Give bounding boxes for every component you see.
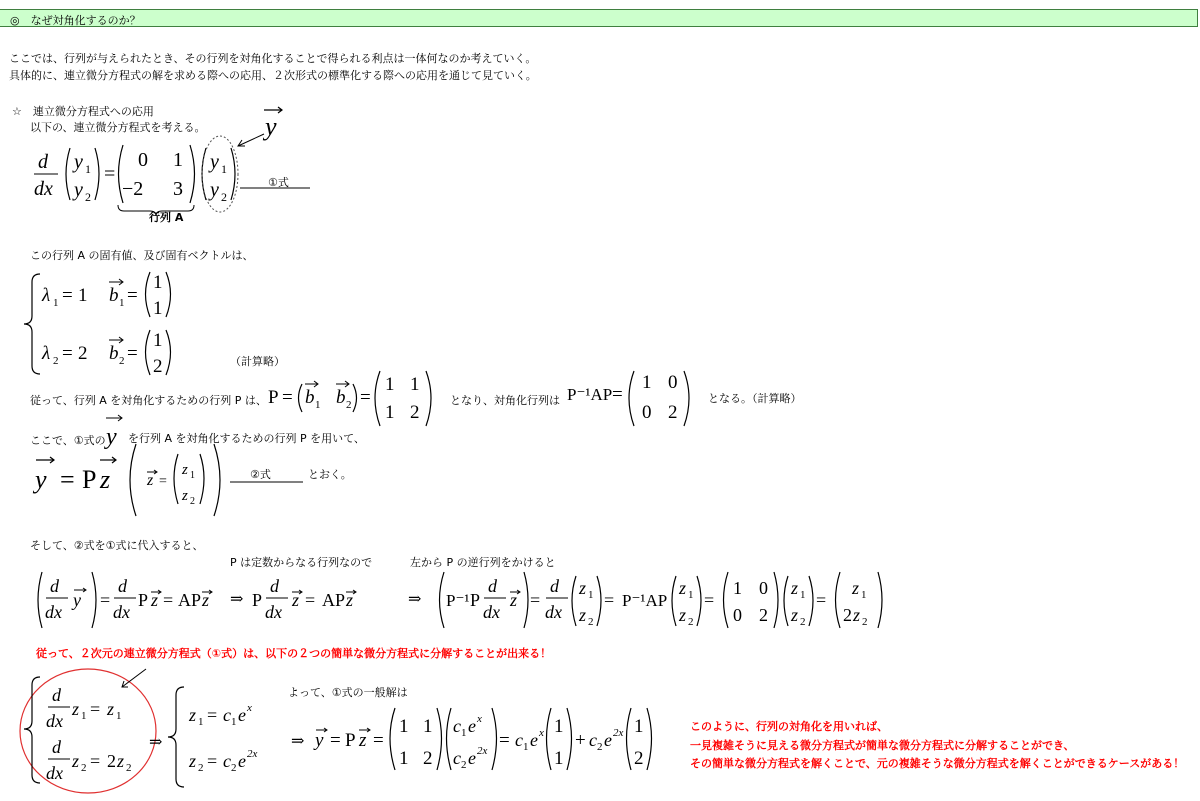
pinvap: P⁻¹AP <box>567 385 613 404</box>
a22: 3 <box>173 178 183 200</box>
svg-text:=: = <box>62 285 73 306</box>
a21: −2 <box>122 178 144 200</box>
svg-text:⇒: ⇒ <box>149 734 163 751</box>
lambda1: λ <box>42 285 51 306</box>
svg-text:z: z <box>182 488 188 504</box>
svg-text:c: c <box>223 751 231 771</box>
svg-text:z: z <box>791 605 799 625</box>
diag-sentence-b: となり、対角化行列は <box>450 394 560 407</box>
eigen-system <box>10 262 210 392</box>
svg-text:y: y <box>35 465 47 494</box>
p-m11: 1 <box>385 374 395 395</box>
d21: 0 <box>642 402 652 423</box>
subsection-title: ☆ 連立微分方程式への応用 <box>12 105 154 118</box>
svg-text:z: z <box>147 472 154 489</box>
svg-text:e: e <box>238 705 246 725</box>
svg-text:z: z <box>72 699 80 719</box>
svg-text:2x: 2x <box>613 727 624 739</box>
svg-text:2: 2 <box>119 355 125 367</box>
svg-text:=: = <box>207 751 218 771</box>
svg-text:z: z <box>852 578 860 598</box>
svg-text:z: z <box>189 705 197 725</box>
svg-text:AP: AP <box>322 590 346 610</box>
svg-text:=: = <box>60 465 75 494</box>
svg-text:=: = <box>90 751 101 771</box>
summary-line-3: その簡単な微分方程式を解くことで、元の複雑そうな微分方程式を解くことができるケースがある！ <box>690 757 1185 770</box>
diag-sentence-c: となる。（計算略） <box>708 392 802 405</box>
svg-text:z: z <box>72 751 80 771</box>
svg-text:d: d <box>50 576 59 596</box>
eq1-rhs-y1: y <box>210 151 219 173</box>
svg-text:1: 1 <box>231 716 237 728</box>
svg-text:=: = <box>207 705 218 725</box>
svg-text:⇒: ⇒ <box>230 591 244 608</box>
eq1-d: d <box>38 151 48 173</box>
svg-text:d: d <box>270 576 279 596</box>
svg-text:c: c <box>223 705 231 725</box>
svg-text:2: 2 <box>843 605 852 625</box>
svg-text:1: 1 <box>116 710 122 722</box>
eq2-tag: ②式 <box>250 468 271 481</box>
svg-text:⇒: ⇒ <box>291 733 305 750</box>
eq1-dx: dx <box>34 178 53 200</box>
eq1-y2-sub: 2 <box>85 190 91 204</box>
subst-sentence-a: ここで、①式の <box>30 434 106 447</box>
svg-text:z: z <box>579 578 587 598</box>
svg-text:z: z <box>202 590 210 610</box>
intro-line-2: 具体的に、連立微分方程式の解を求める際への応用、２次形式の標準化する際への応用を通じて見ていく。 <box>9 69 537 82</box>
lambda2-value: 2 <box>78 343 88 364</box>
svg-text:c: c <box>515 730 523 750</box>
svg-text:=: = <box>127 285 138 306</box>
note-p-constant: P は定数からなる行列なので <box>230 556 373 569</box>
svg-text:c: c <box>453 748 461 768</box>
p-letter: P <box>268 387 279 408</box>
svg-text:1: 1 <box>800 589 806 601</box>
svg-text:⇒: ⇒ <box>408 591 422 608</box>
svg-text:c: c <box>453 716 461 736</box>
lambda2: λ <box>42 343 51 364</box>
intro-line-1: ここでは、行列が与えられたとき、その行列を対角化することで得られる利点は一体何なのか考えていく。 <box>9 52 537 65</box>
svg-text:1: 1 <box>733 578 742 598</box>
svg-text:z: z <box>679 605 687 625</box>
d22: 2 <box>668 402 678 423</box>
svg-text:2: 2 <box>81 762 87 774</box>
equation-2 <box>30 442 350 520</box>
svg-text:1: 1 <box>554 716 564 737</box>
svg-text:d: d <box>118 576 127 596</box>
svg-text:e: e <box>530 730 538 750</box>
svg-text:P: P <box>82 465 97 494</box>
svg-text:y: y <box>106 424 117 450</box>
svg-text:=: = <box>282 387 293 408</box>
svg-text:b: b <box>305 387 315 408</box>
svg-text:1: 1 <box>198 716 204 728</box>
svg-text:1: 1 <box>190 470 195 481</box>
svg-text:1: 1 <box>688 589 694 601</box>
section-header <box>0 9 1198 27</box>
svg-text:=: = <box>530 590 541 610</box>
svg-text:2: 2 <box>461 759 467 771</box>
svg-text:=: = <box>305 590 316 610</box>
conclusion-statement: 従って、２次元の連立微分方程式（①式）は、以下の２つの簡単な微分方程式に分解することが出来る！ <box>36 647 552 660</box>
eq1-y2: y <box>74 179 83 201</box>
b1: b <box>109 285 119 306</box>
svg-text:2: 2 <box>53 355 59 367</box>
svg-text:1: 1 <box>861 589 867 601</box>
svg-text:1: 1 <box>399 716 409 737</box>
svg-text:0: 0 <box>759 578 768 598</box>
svg-text:x: x <box>477 713 482 725</box>
svg-text:dx: dx <box>113 602 130 622</box>
svg-text:z: z <box>189 751 197 771</box>
vector-y-label <box>260 100 290 145</box>
svg-text:=: = <box>816 590 827 610</box>
b2: b <box>109 343 119 364</box>
svg-text:z: z <box>359 730 367 751</box>
b1-v2: 1 <box>153 298 163 319</box>
svg-text:dx: dx <box>46 763 63 783</box>
a11: 0 <box>138 149 148 171</box>
svg-text:1: 1 <box>119 297 125 309</box>
svg-text:z: z <box>579 605 587 625</box>
svg-text:y: y <box>73 590 81 610</box>
vector-y-letter: y <box>265 112 277 141</box>
eq1-rhs-y1-sub: 1 <box>221 162 227 176</box>
svg-text:1: 1 <box>588 589 594 601</box>
svg-text:z: z <box>292 590 300 610</box>
svg-text:z: z <box>791 578 799 598</box>
svg-text:d: d <box>488 576 497 596</box>
substitution-chain <box>30 566 900 638</box>
svg-text:z: z <box>107 699 115 719</box>
b2-v1: 1 <box>153 330 163 351</box>
svg-text:e: e <box>238 751 246 771</box>
eq1-rhs-y2-sub: 2 <box>221 190 227 204</box>
svg-text:x: x <box>539 727 544 739</box>
svg-text:+: + <box>575 730 586 751</box>
diag-sentence-a: 従って、行列 A を対角化するための行列 P は、 <box>30 394 267 407</box>
svg-text:=: = <box>360 387 371 408</box>
svg-text:2: 2 <box>423 748 433 769</box>
eq1-rhs-y2: y <box>210 179 219 201</box>
general-solution-label: よって、①式の一般解は <box>288 686 408 699</box>
substitute-sentence: そして、②式を①式に代入すると、 <box>30 539 204 552</box>
svg-text:d: d <box>52 685 61 705</box>
svg-text:y: y <box>315 730 324 751</box>
svg-text:x: x <box>247 702 252 714</box>
svg-text:2: 2 <box>634 748 644 769</box>
svg-text:1: 1 <box>461 727 467 739</box>
decomposed-equations <box>8 663 298 801</box>
svg-text:dx: dx <box>45 602 62 622</box>
svg-text:z: z <box>853 605 861 625</box>
svg-text:P: P <box>345 730 356 751</box>
svg-text:z: z <box>151 590 159 610</box>
eq1-y1-sub: 1 <box>85 162 91 176</box>
b2-v2: 2 <box>153 356 163 377</box>
svg-text:P: P <box>252 590 263 610</box>
svg-text:=: = <box>373 730 384 751</box>
svg-text:2: 2 <box>862 616 868 628</box>
svg-text:2: 2 <box>190 496 195 507</box>
svg-text:=: = <box>499 730 510 751</box>
svg-text:z: z <box>510 590 518 610</box>
svg-text:2: 2 <box>126 762 132 774</box>
d12: 0 <box>668 372 678 393</box>
svg-text:=: = <box>90 699 101 719</box>
svg-text:1: 1 <box>554 748 564 769</box>
svg-text:=: = <box>330 730 341 751</box>
eq2-suffix: とおく。 <box>308 468 352 481</box>
p-m12: 1 <box>410 374 420 395</box>
svg-text:2x: 2x <box>247 748 258 760</box>
svg-text:d: d <box>52 737 61 757</box>
section-title: ◎ なぜ対角化するのか？ <box>10 14 141 27</box>
svg-text:1: 1 <box>634 716 644 737</box>
svg-text:2x: 2x <box>477 745 488 757</box>
svg-text:P: P <box>470 590 481 610</box>
svg-text:1: 1 <box>81 710 87 722</box>
lambda1-value: 1 <box>78 285 88 306</box>
svg-text:z: z <box>679 578 687 598</box>
note-left-inverse: 左から P の逆行列をかけると <box>410 556 556 569</box>
svg-text:1: 1 <box>523 741 529 753</box>
svg-text:2: 2 <box>346 399 352 411</box>
eq1-tag: ①式 <box>268 176 289 189</box>
svg-text:=: = <box>163 590 174 610</box>
svg-text:=: = <box>704 590 715 610</box>
svg-text:P⁻¹AP: P⁻¹AP <box>622 591 668 610</box>
eq1-equals: = <box>104 163 116 185</box>
subst-sentence-b: を行列 A を対角化するための行列 P を用いて、 <box>128 432 365 445</box>
p-m22: 2 <box>410 402 420 423</box>
svg-text:1: 1 <box>423 716 433 737</box>
a12: 1 <box>173 149 183 171</box>
matrix-p-equation <box>262 368 442 430</box>
svg-text:1: 1 <box>53 297 59 309</box>
subsection-subtitle: 以下の、連立微分方程式を考える。 <box>30 121 206 134</box>
svg-text:z: z <box>182 462 188 478</box>
matrix-a-label: 行列 A <box>149 211 184 224</box>
svg-text:z: z <box>117 751 125 771</box>
svg-text:=: = <box>612 384 623 405</box>
eq1-y1: y <box>74 151 83 173</box>
svg-text:=: = <box>604 590 615 610</box>
eigen-intro: この行列 A の固有値、及び固有ベクトルは、 <box>30 249 254 262</box>
svg-text:=: = <box>127 343 138 364</box>
svg-text:2: 2 <box>688 616 694 628</box>
svg-text:0: 0 <box>733 605 742 625</box>
svg-text:=: = <box>100 590 111 610</box>
svg-text:e: e <box>604 730 612 750</box>
general-solution <box>285 700 665 780</box>
svg-text:e: e <box>468 716 476 736</box>
svg-text:b: b <box>336 387 346 408</box>
svg-text:z: z <box>346 590 354 610</box>
svg-text:d: d <box>550 576 559 596</box>
svg-text:1: 1 <box>315 399 321 411</box>
summary-line-1: このように、行列の対角化を用いれば、 <box>690 720 888 733</box>
svg-text:P⁻¹: P⁻¹ <box>446 591 470 610</box>
svg-text:P: P <box>138 590 149 610</box>
svg-text:2: 2 <box>198 762 204 774</box>
svg-text:dx: dx <box>483 602 500 622</box>
svg-text:2: 2 <box>231 762 237 774</box>
calc-omitted-1: （計算略） <box>230 355 285 368</box>
d11: 1 <box>642 372 652 393</box>
svg-text:=: = <box>159 474 167 489</box>
svg-text:2: 2 <box>800 616 806 628</box>
svg-text:2: 2 <box>759 605 768 625</box>
svg-text:dx: dx <box>265 602 282 622</box>
b1-v1: 1 <box>153 272 163 293</box>
summary-line-2: 一見複雑そうに見える微分方程式が簡単な微分方程式に分解することができ、 <box>690 739 1075 752</box>
svg-text:e: e <box>468 748 476 768</box>
svg-text:=: = <box>62 343 73 364</box>
svg-text:2: 2 <box>588 616 594 628</box>
p-m21: 1 <box>385 402 395 423</box>
svg-text:dx: dx <box>46 711 63 731</box>
svg-text:2: 2 <box>597 741 603 753</box>
svg-text:AP: AP <box>178 590 202 610</box>
diag-matrix-equation <box>562 368 702 430</box>
svg-text:1: 1 <box>399 748 409 769</box>
svg-text:z: z <box>100 465 111 494</box>
svg-text:dx: dx <box>545 602 562 622</box>
svg-text:2: 2 <box>107 751 116 771</box>
svg-text:c: c <box>589 730 597 750</box>
